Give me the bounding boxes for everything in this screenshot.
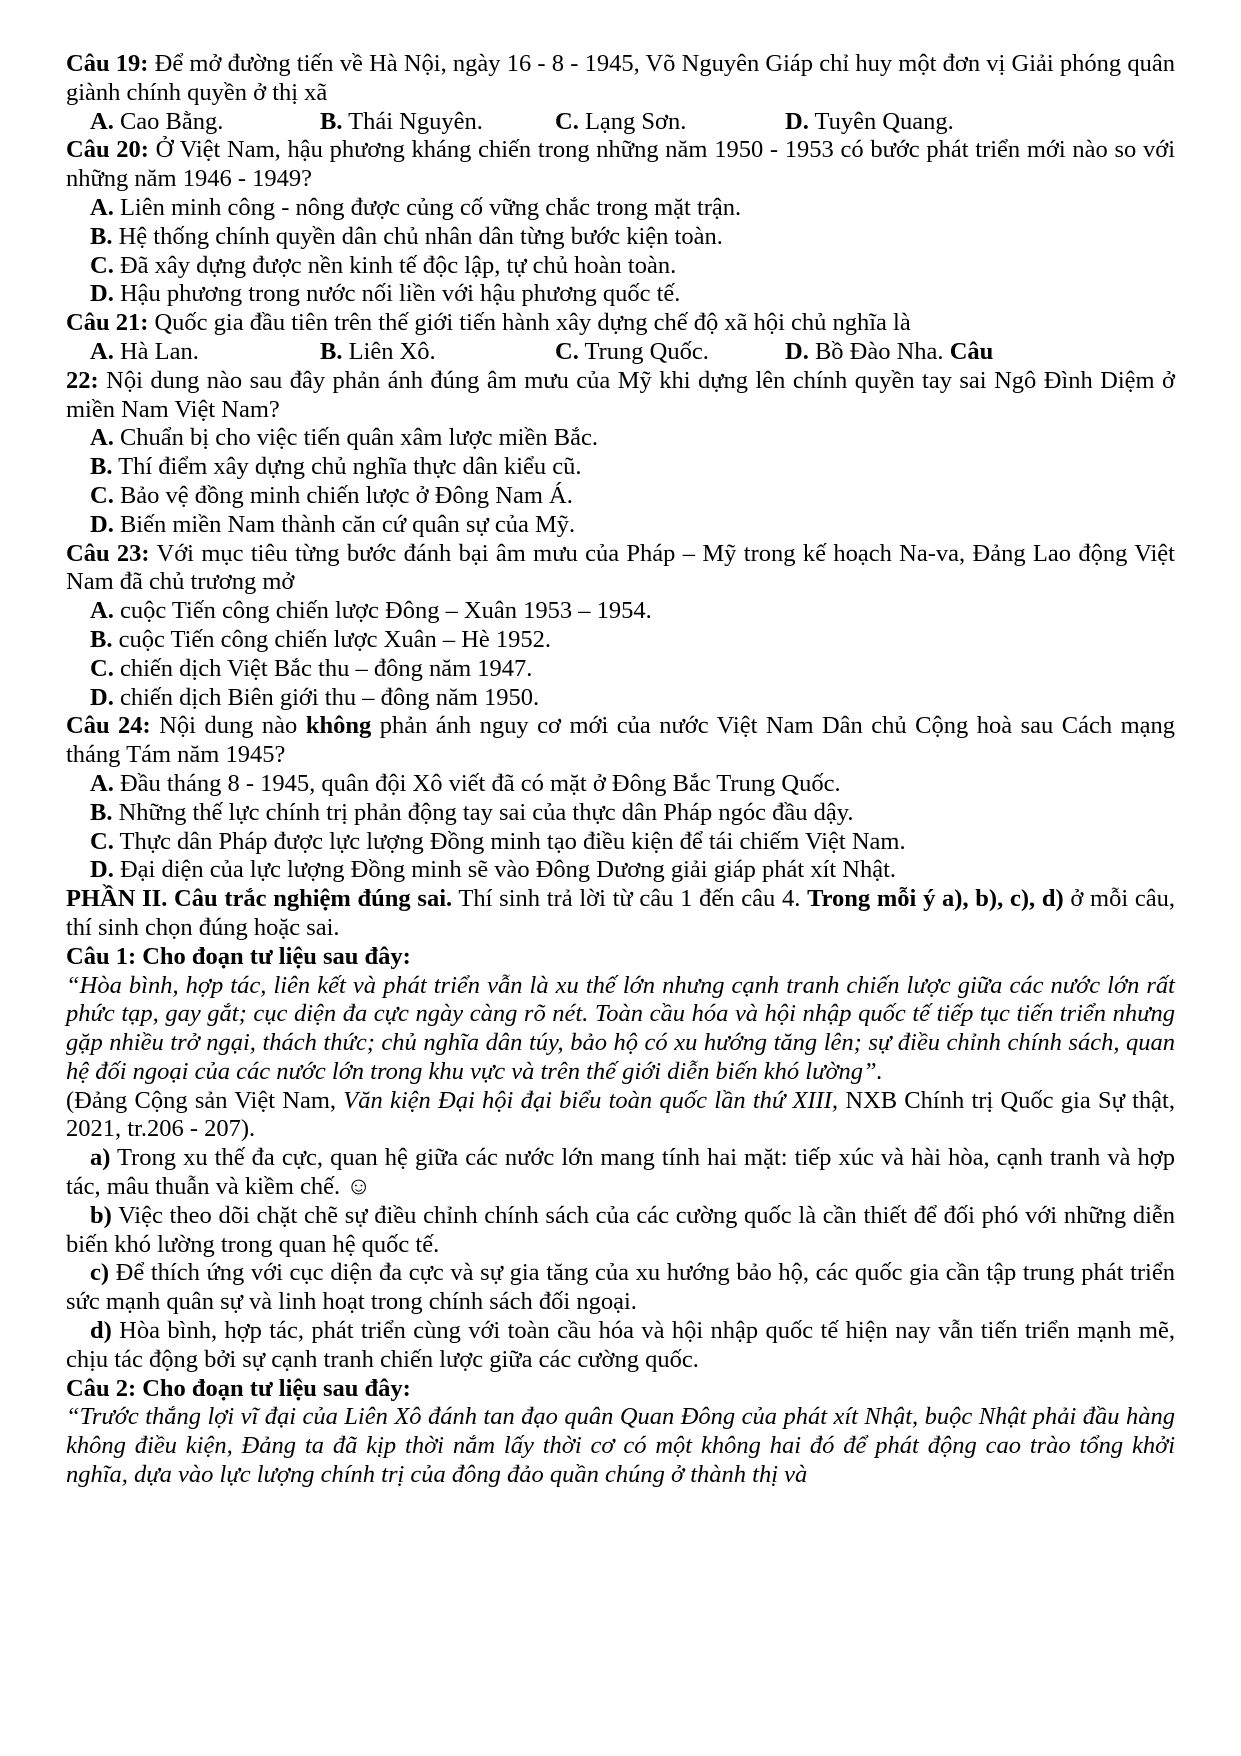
text-run: Bồ Đào Nha. (808, 337, 950, 365)
bold-text-run: A. (90, 597, 114, 625)
option-line (66, 626, 1175, 655)
option-line (66, 252, 1175, 281)
bold-text-run: A. (90, 337, 114, 365)
bold-text-run: b) (90, 1201, 112, 1229)
statement-item (66, 1317, 1175, 1375)
text-run: Ở Việt Nam, hậu phương kháng chiến trong những năm 1950 - 1953 có bước phát triển mới nào so với những năm 1946 - 1949? (66, 136, 1176, 193)
text-run: cuộc Tiến công chiến lược Đông – Xuân 1953 – 1954. (113, 597, 652, 625)
text-run: Chuẩn bị cho việc tiến quân xâm lược miền Bắc. (113, 424, 598, 452)
bold-text-run: B. (320, 337, 343, 365)
text-run: Cao Bằng. (113, 107, 224, 135)
option-line (66, 511, 1175, 540)
statement-item (66, 1259, 1175, 1317)
text-run: Thí điểm xây dựng chủ nghĩa thực dân kiểu cũ. (112, 453, 582, 481)
text-run: Lạng Sơn. (578, 107, 687, 135)
options-row (66, 338, 1175, 367)
option-cell (555, 108, 785, 137)
bold-text-run: D. (785, 107, 809, 135)
bold-text-run: B. (90, 625, 113, 653)
bold-text-run: Câu 2: Cho đoạn tư liệu sau đây: (66, 1374, 411, 1402)
bold-text-run: D. (785, 337, 809, 365)
option-cell (555, 338, 785, 367)
quote-paragraph (66, 972, 1175, 1087)
question-stem (66, 367, 1175, 425)
bold-text-run: C. (555, 337, 579, 365)
bold-text-run: B. (90, 453, 113, 481)
bold-text-run: D. (90, 510, 114, 538)
text-run: Đại diện của lực lượng Đồng minh sẽ vào Đông Dương giải giáp phát xít Nhật. (113, 856, 897, 884)
option-line (66, 799, 1175, 828)
text-run: Liên Xô. (342, 337, 436, 365)
text-run: Thái Nguyên. (342, 107, 483, 135)
bold-text-run: không (305, 712, 372, 740)
bold-text-run: 22: (66, 366, 99, 394)
bold-text-run: Câu 21: (66, 309, 149, 337)
question-stem (66, 540, 1175, 598)
option-cell (785, 338, 1175, 367)
bold-text-run: B. (90, 798, 113, 826)
text-run: Quốc gia đầu tiên trên thế giới tiến hành xây dựng chế độ xã hội chủ nghĩa là (148, 309, 911, 337)
options-row (66, 108, 1175, 137)
italic-text-run: Văn kiện Đại hội đại biểu toàn quốc lần thứ XIII, (343, 1086, 839, 1114)
option-line (66, 597, 1175, 626)
text-run: Trung Quốc. (578, 337, 709, 365)
bold-text-run: PHẦN II. Câu trắc nghiệm đúng sai. (66, 885, 453, 913)
text-run: Biến miền Nam thành căn cứ quân sự của Mỹ. (113, 510, 576, 538)
option-cell (90, 108, 320, 137)
bold-text-run: B. (90, 222, 113, 250)
text-run: Đã xây dựng được nền kinh tế độc lập, tự chủ hoàn toàn. (113, 251, 677, 279)
italic-text-run: “Trước thắng lợi vĩ đại của Liên Xô đánh tan đạo quân Quan Đông của phát xít Nhật, buộc Nhật phải đầu hàng không điều kiện, Đảng ta đã kịp thời nắm lấy thời cơ có một không hai đó để phát động cao trào tổng khởi nghĩa, dựa vào lực lượng chính trị của đông đảo quần chúng ở thành thị và (66, 1403, 1175, 1489)
bold-text-run: D. (90, 683, 114, 711)
bold-text-run: a) (90, 1144, 111, 1172)
question-stem (66, 712, 1175, 770)
bold-text-run: d) (90, 1317, 112, 1345)
bold-text-run: Câu 24: (66, 712, 151, 740)
section-header (66, 885, 1175, 943)
bold-text-run: A. (90, 107, 114, 135)
bold-text-run: D. (90, 856, 114, 884)
statement-item (66, 1144, 1175, 1202)
bold-text-run: C. (90, 481, 114, 509)
bold-text-run: A. (90, 769, 114, 797)
bold-text-run: A. (90, 424, 114, 452)
option-cell (320, 108, 555, 137)
text-run: Những thế lực chính trị phản động tay sai của thực dân Pháp ngóc đầu dậy. (112, 798, 854, 826)
bold-text-run: Câu 20: (66, 136, 149, 164)
text-run: Bảo vệ đồng minh chiến lược ở Đông Nam Á. (113, 481, 573, 509)
text-run: Thí sinh trả lời từ câu 1 đến câu 4. (452, 885, 808, 913)
option-line (66, 684, 1175, 713)
option-line (66, 828, 1175, 857)
text-run: Hòa bình, hợp tác, phát triển cùng với toàn cầu hóa và hội nhập quốc tế hiện nay vẫn tiến triển mạnh mẽ, chịu tác động bởi sự cạnh tranh chiến lược giữa các cường quốc. (66, 1317, 1175, 1373)
italic-text-run: “Hòa bình, hợp tác, liên kết và phát triển vẫn là xu thế lớn nhưng cạnh tranh chiến lược giữa các nước lớn rất phức tạp, gay gắt; cục diện đa cực ngày càng rõ nét. Toàn cầu hóa và hội nhập quốc tế tiếp tục tiến triển nhưng gặp nhiều trở ngại, thách thức; chủ nghĩa dân túy, bảo hộ có xu hướng tăng lên; sự điều chỉnh chính sách, quan hệ đối ngoại của các nước lớn trong khu vực và trên thế giới diễn biến khó lường”. (66, 971, 1175, 1085)
question-stem (66, 943, 1175, 972)
question-stem (66, 309, 1175, 338)
option-cell (785, 108, 1175, 137)
option-cell (320, 338, 555, 367)
bold-text-run: Câu 19: (66, 50, 149, 77)
text-run: ở mỗi câu, thí sinh chọn đúng hoặc sai. (66, 885, 1176, 941)
bold-text-run: Câu (949, 337, 994, 365)
text-run: Với mục tiêu từng bước đánh bại âm mưu của Pháp – Mỹ trong kế hoạch Na-va, Đảng Lao động Việt Nam đã chủ trương mở (66, 539, 1175, 596)
text-run: Trong xu thế đa cực, quan hệ giữa các nước lớn mang tính hai mặt: tiếp xúc và hài hòa, cạnh tranh và hợp tác, mâu thuẫn và kiềm chế. ☺ (66, 1144, 1175, 1201)
bold-text-run: c) (90, 1259, 110, 1287)
option-line (66, 223, 1175, 252)
text-run: cuộc Tiến công chiến lược Xuân – Hè 1952. (112, 625, 552, 653)
bold-text-run: C. (90, 654, 114, 682)
document-body (66, 50, 1175, 1490)
bold-text-run: B. (320, 107, 343, 135)
question-stem (66, 1375, 1175, 1404)
text-run: Hậu phương trong nước nối liền với hậu phương quốc tế. (113, 280, 681, 308)
question-stem (66, 50, 1175, 108)
citation (66, 1087, 1175, 1145)
text-run: Để thích ứng với cục diện đa cực và sự gia tăng của xu hướng bảo hộ, các quốc gia cần tập trung phát triển sức mạnh quân sự và linh hoạt trong chính sách đối ngoại. (66, 1259, 1175, 1316)
text-run: Tuyên Quang. (808, 107, 954, 135)
option-cell (90, 338, 320, 367)
text-run: NXB Chính trị Quốc gia Sự thật, 2021, tr.206 - 207). (66, 1086, 1175, 1143)
text-run: Nội dung nào sau đây phản ánh đúng âm mưu của Mỹ khi dựng lên chính quyền tay sai Ngô Đình Diệm ở miền Nam Việt Nam? (66, 366, 1175, 423)
text-run: Liên minh công - nông được củng cố vững chắc trong mặt trận. (113, 193, 742, 221)
bold-text-run: Trong mỗi ý a), b), c), d) (807, 885, 1064, 913)
text-run: phản ánh nguy cơ mới của nước Việt Nam Dân chủ Cộng hoà sau Cách mạng tháng Tám năm 1945? (66, 712, 1176, 769)
text-run: (Đảng Cộng sản Việt Nam, (66, 1086, 344, 1114)
text-run: Hà Lan. (113, 337, 199, 365)
text-run: Việc theo dõi chặt chẽ sự điều chỉnh chính sách của các cường quốc là cần thiết để đối phó với những diễn biến khó lường trong quan hệ quốc tế. (66, 1201, 1175, 1258)
bold-text-run: Câu 23: (66, 539, 150, 567)
option-line (66, 482, 1175, 511)
text-run: chiến dịch Biên giới thu – đông năm 1950. (113, 683, 540, 711)
bold-text-run: C. (90, 827, 114, 855)
quote-paragraph (66, 1403, 1175, 1489)
text-run: Để mở đường tiến về Hà Nội, ngày 16 - 8 - 1945, Võ Nguyên Giáp chỉ huy một đơn vị Giải phóng quân giành chính quyền ở thị xã (66, 50, 1175, 106)
question-stem (66, 136, 1175, 194)
bold-text-run: C. (90, 251, 114, 279)
bold-text-run: D. (90, 280, 114, 308)
option-line (66, 856, 1175, 885)
option-line (66, 424, 1175, 453)
option-line (66, 280, 1175, 309)
text-run: Thực dân Pháp được lực lượng Đồng minh tạo điều kiện để tái chiếm Việt Nam. (113, 827, 906, 855)
text-run: Đầu tháng 8 - 1945, quân đội Xô viết đã có mặt ở Đông Bắc Trung Quốc. (113, 769, 841, 797)
text-run: Nội dung nào (150, 712, 306, 740)
option-line (66, 453, 1175, 482)
option-line (66, 194, 1175, 223)
bold-text-run: A. (90, 193, 114, 221)
text-run: Hệ thống chính quyền dân chủ nhân dân từng bước kiện toàn. (112, 222, 723, 250)
bold-text-run: Câu 1: Cho đoạn tư liệu sau đây: (66, 942, 411, 970)
option-line (66, 655, 1175, 684)
option-line (66, 770, 1175, 799)
bold-text-run: C. (555, 107, 579, 135)
text-run: chiến dịch Việt Bắc thu – đông năm 1947. (113, 654, 533, 682)
statement-item (66, 1202, 1175, 1260)
